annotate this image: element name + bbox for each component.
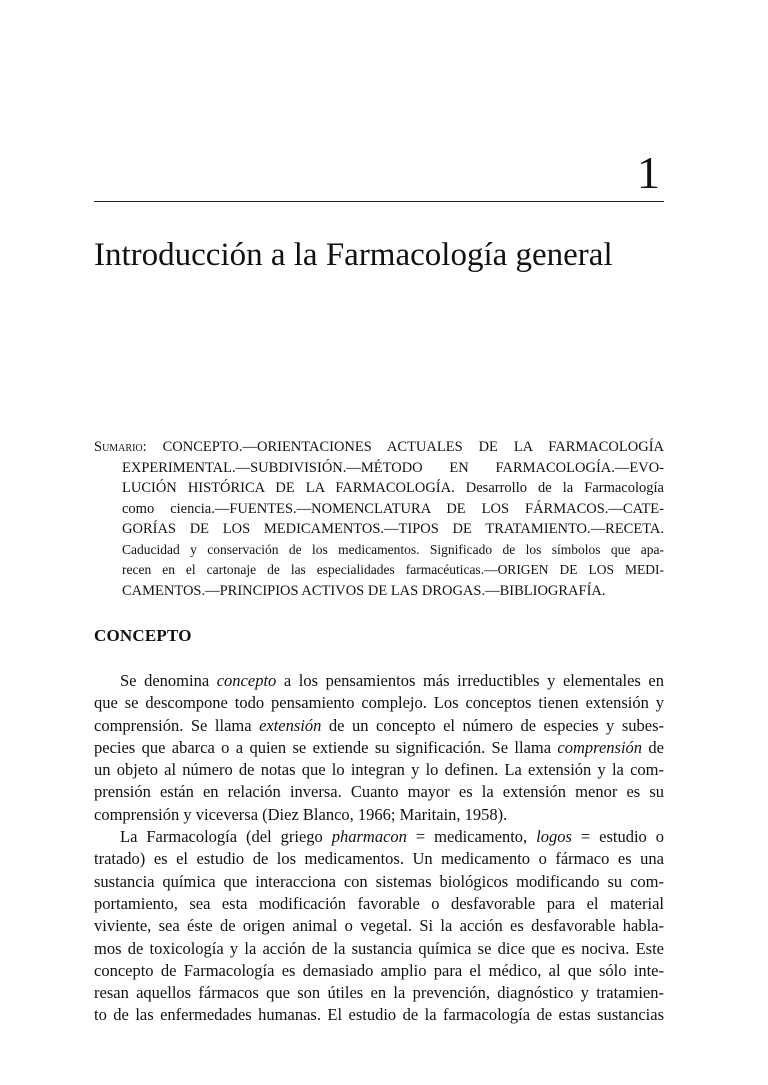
text-line: que se descompone todo pensamiento complejo. Los conceptos tienen extensión y (94, 693, 664, 713)
summary-line: CAMENTOS.—PRINCIPIOS ACTIVOS DE LAS DROGAS.—BIBLIOGRAFÍA. (122, 582, 606, 599)
text-line: comprensión y viceversa (Diez Blanco, 1966; Maritain, 1958). (94, 804, 508, 824)
text-line: un objeto al número de notas que lo integran y lo definen. La extensión y la com- (94, 760, 664, 780)
summary-line: como ciencia.—FUENTES.—NOMENCLATURA DE LOS FÁRMACOS.—CATE- (122, 500, 664, 517)
chapter-summary (94, 437, 664, 601)
text-line: comprensión. Se llama extensión de un concepto el número de especies y subes- (94, 715, 664, 735)
summary-line: Caducidad y conservación de los medicamentos. Significado de los símbolos que apa- (122, 541, 664, 557)
chapter-number: 1 (637, 147, 660, 198)
body-text (94, 670, 664, 1027)
text-line: sustancia química que interacciona con sistemas biológicos modificando su com- (94, 871, 664, 891)
text-line: to de las enfermedades humanas. El estudio de la farmacología de estas sustancias (94, 1005, 664, 1025)
paragraph (94, 826, 664, 1027)
text-line: prensión están en relación inversa. Cuanto mayor es la extensión menor es su (94, 782, 664, 802)
text-line: viviente, sea éste de origen animal o vegetal. Si la acción es desfavorable habla- (94, 916, 664, 936)
text-line: pecies que abarca o a quien se extiende su significación. Se llama comprensión de (94, 737, 664, 757)
text-line: mos de toxicología y la acción de la sustancia química se dice que es nociva. Este (94, 938, 664, 958)
summary-line: recen en el cartonaje de las especialidades farmacéuticas.—ORIGEN DE LOS MEDI- (122, 562, 664, 577)
summary-line: GORÍAS DE LOS MEDICAMENTOS.—TIPOS DE TRATAMIENTO.—RECETA. (122, 521, 664, 537)
text-line: resan aquellos fármacos que son útiles en la prevención, diagnóstico y tratamien- (94, 983, 664, 1003)
text-line: concepto de Farmacología es demasiado amplio para el médico, al que sólo inte- (94, 960, 664, 980)
section-heading: CONCEPTO (94, 626, 192, 645)
summary-line: Sumario: CONCEPTO.—ORIENTACIONES ACTUALES DE LA FARMACOLOGÍA (94, 439, 665, 455)
chapter-rule (94, 201, 664, 202)
summary-line: EXPERIMENTAL.—SUBDIVISIÓN.—MÉTODO EN FARMACOLOGÍA.—EVO- (122, 459, 664, 476)
text-line: portamiento, sea esta modificación favorable o desfavorable para el material (94, 893, 664, 913)
summary-label: Sumario: (94, 439, 147, 455)
text-line: La Farmacología (del griego pharmacon = medicamento, logos = estudio o (120, 827, 665, 847)
summary-line: LUCIÓN HISTÓRICA DE LA FARMACOLOGÍA. Desarrollo de la Farmacología (122, 480, 664, 496)
text-line: tratado) es el estudio de los medicamentos. Un medicamento o fármaco es una (94, 849, 664, 869)
paragraph (94, 670, 664, 826)
text-line: Se denomina concepto a los pensamientos más irreductibles y elementales en (120, 671, 664, 690)
chapter-title: Introducción a la Farmacología general (94, 237, 613, 273)
